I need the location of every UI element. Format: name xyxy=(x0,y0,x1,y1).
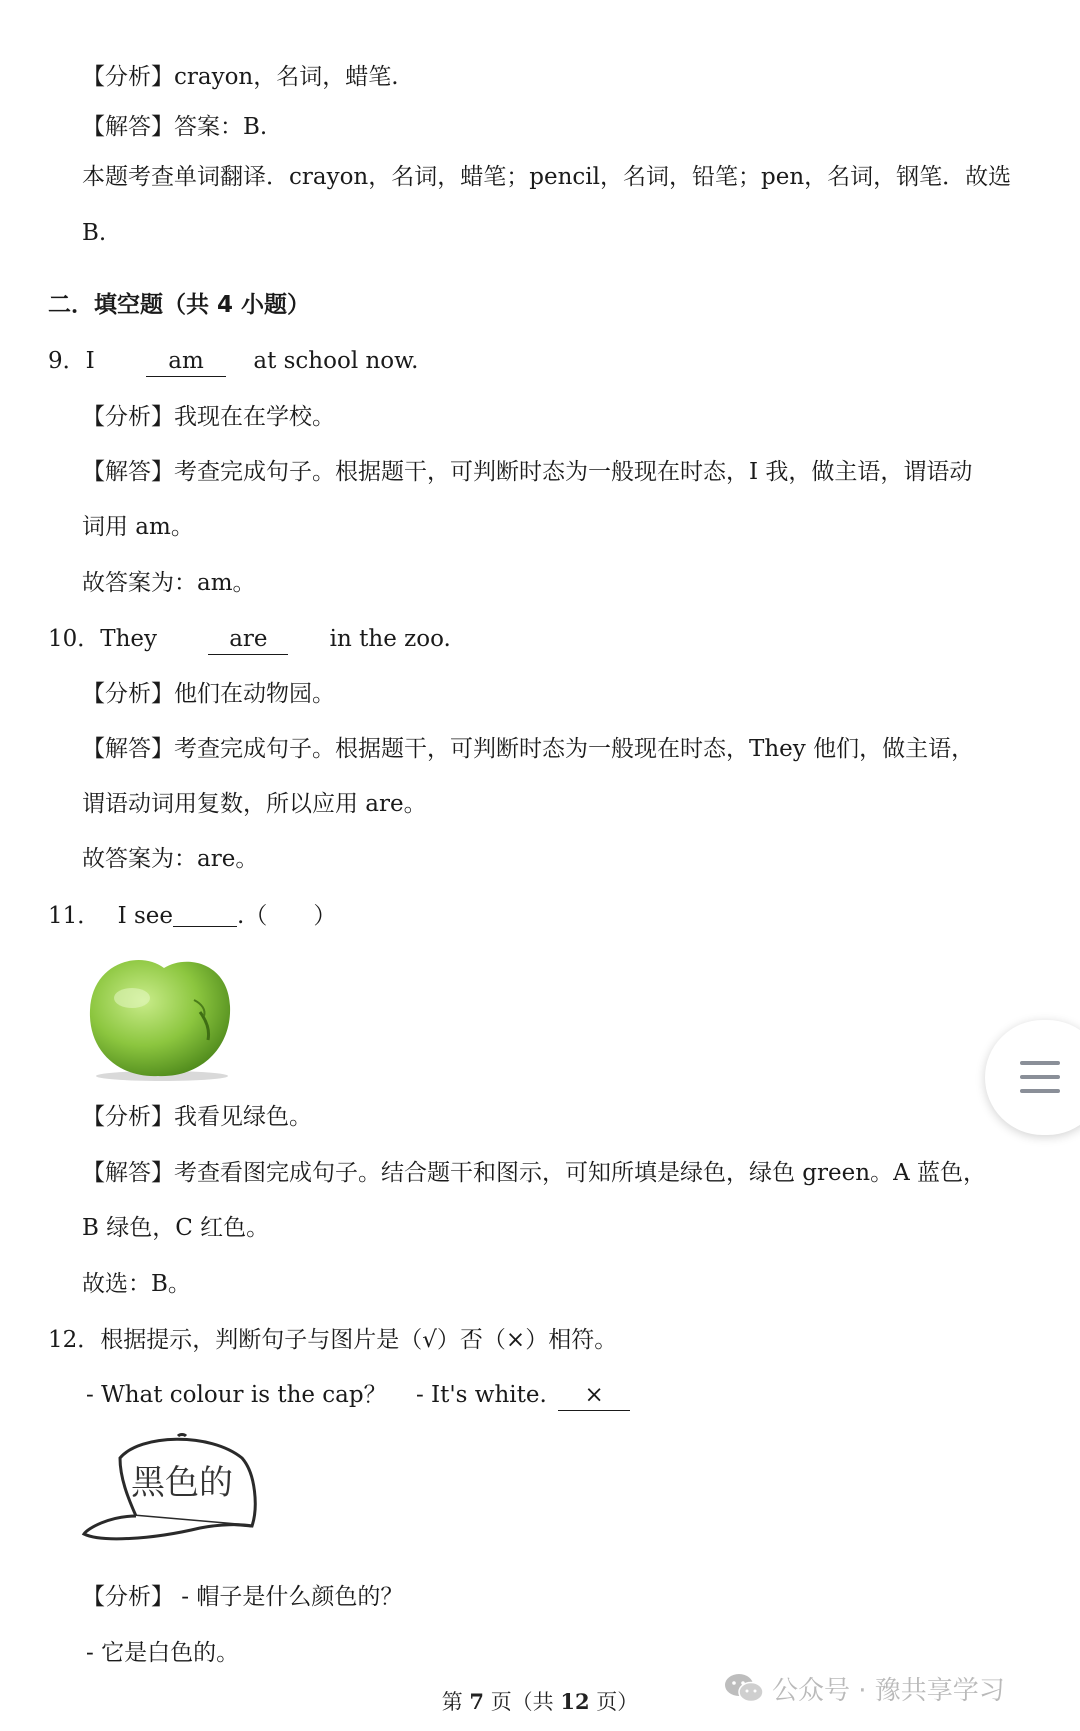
explanation-line-cont: B. xyxy=(82,220,107,246)
q12-analysis-cont: - 它是白色的。 xyxy=(86,1640,240,1666)
dialogue-question: - What colour is the cap？ xyxy=(86,1382,387,1408)
footer-total: 12 xyxy=(560,1689,590,1714)
q11-solution-cont: B 绿色，C 红色。 xyxy=(82,1215,270,1241)
question-post: in the zoo. xyxy=(329,626,451,652)
footer-mid: 页（共 xyxy=(490,1690,554,1714)
question-post: at school now. xyxy=(253,348,419,374)
q9-solution-cont: 词用 am。 xyxy=(82,514,194,540)
q9-analysis: 【分析】我现在在学校。 xyxy=(82,404,335,430)
question-number: 12． xyxy=(48,1327,101,1353)
section-heading: 二．填空题（共 4 小题） xyxy=(48,292,311,318)
question-12 xyxy=(48,1323,617,1357)
q12-analysis: 【分析】 - 帽子是什么颜色的？ xyxy=(82,1584,404,1610)
solution-line: 【解答】答案：B. xyxy=(82,114,268,140)
q9-final-answer: 故答案为：am。 xyxy=(82,570,256,596)
question-11 xyxy=(48,898,336,933)
question-number: 10． xyxy=(48,626,101,652)
answer-blank xyxy=(173,898,237,927)
dialogue-answer: - It's white. xyxy=(415,1382,547,1408)
q11-analysis: 【分析】我看见绿色。 xyxy=(82,1104,312,1130)
explanation-line: 本题考查单词翻译．crayon，名词，蜡笔；pencil，名词，铅笔；pen，名词，钢笔．故选 xyxy=(82,164,1012,190)
q9-solution: 【解答】考查完成句子。根据题干，可判断时态为一般现在时态，I 我，做主语，谓语动 xyxy=(82,459,973,485)
answer-blank: × xyxy=(558,1380,630,1411)
q10-solution-cont: 谓语动词用复数，所以应用 are。 xyxy=(82,791,427,817)
question-10 xyxy=(48,622,451,656)
answer-blank: am xyxy=(146,346,226,377)
q11-solution: 【解答】考查看图完成句子。结合题干和图示，可知所填是绿色，绿色 green。A 蓝色， xyxy=(82,1160,986,1186)
wechat-icon xyxy=(724,1671,764,1705)
cap-image xyxy=(80,1428,260,1543)
question-stem: 根据提示，判断句子与图片是（√）否（×）相符。 xyxy=(100,1327,618,1353)
question-stem: I see xyxy=(117,903,174,929)
floating-menu-button[interactable] xyxy=(985,1020,1080,1135)
footer-pre: 第 xyxy=(441,1690,463,1714)
footer-post: 页） xyxy=(596,1690,639,1714)
q11-final-answer: 故选：B。 xyxy=(82,1271,191,1297)
cap-label: 黑色的 xyxy=(131,1463,233,1503)
q10-solution: 【解答】考查完成句子。根据题干，可判断时态为一般现在时态，They 他们，做主语， xyxy=(82,736,975,762)
question-pre: They xyxy=(100,626,158,652)
q12-dialogue xyxy=(86,1378,630,1412)
question-number: 9． xyxy=(48,348,86,374)
watermark xyxy=(724,1666,1005,1710)
footer-page: 7 xyxy=(469,1689,484,1714)
q10-analysis: 【分析】他们在动物园。 xyxy=(82,681,335,707)
watermark-label: 公众号 · 豫共享学习 xyxy=(772,1675,1005,1706)
green-apple-image xyxy=(80,940,240,1082)
answer-blank: are xyxy=(208,624,288,655)
q10-final-answer: 故答案为：are。 xyxy=(82,846,259,872)
analysis-line: 【分析】crayon，名词，蜡笔. xyxy=(82,64,399,90)
question-number: 11． xyxy=(48,903,101,929)
answer-paren: .（ ） xyxy=(237,903,337,929)
question-pre: I xyxy=(85,348,95,374)
question-9 xyxy=(48,344,418,378)
